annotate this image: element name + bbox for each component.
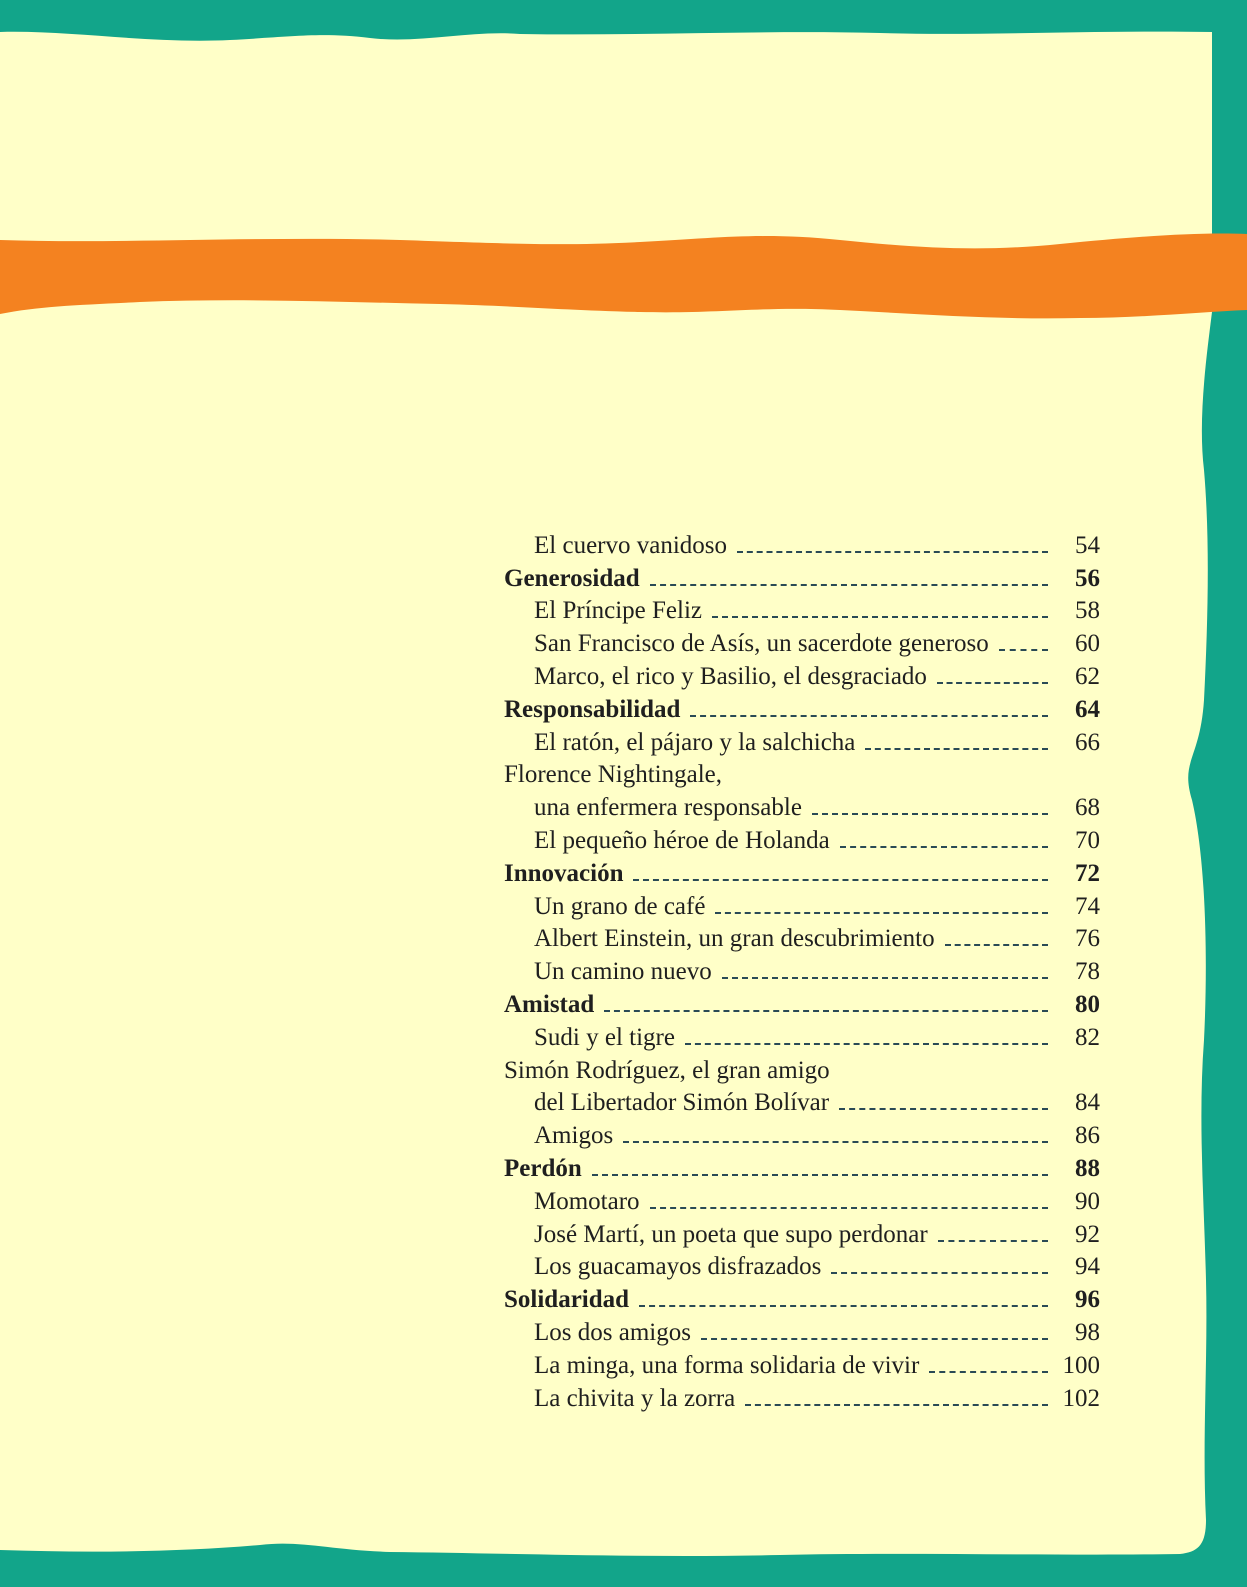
- toc-story-entry[interactable]: [504, 1250, 1100, 1283]
- toc-entry-page-number: 60: [1075, 630, 1100, 658]
- toc-story-entry[interactable]: [504, 1086, 1100, 1119]
- toc-story-entry[interactable]: [504, 1020, 1100, 1053]
- toc-entry-page-number: 84: [1075, 1089, 1100, 1117]
- dotted-leader: [650, 584, 1048, 586]
- toc-entry-title: El pequeño héroe de Holanda: [534, 826, 830, 854]
- toc-story-entry[interactable]: [504, 528, 1100, 561]
- dotted-leader: [840, 846, 1048, 848]
- dotted-leader: [722, 977, 1048, 979]
- dotted-leader: [715, 912, 1048, 914]
- table-of-contents: [504, 528, 1100, 1414]
- toc-story-entry[interactable]: [504, 889, 1100, 922]
- toc-entry-title: José Martí, un poeta que supo perdonar: [534, 1220, 928, 1248]
- dotted-leader: [865, 748, 1048, 750]
- toc-section-entry[interactable]: [504, 856, 1100, 889]
- dotted-leader: [592, 1174, 1048, 1176]
- toc-entry-title: Simón Rodríguez, el gran amigo: [504, 1056, 830, 1084]
- dotted-leader: [839, 1108, 1048, 1110]
- dotted-leader: [685, 1043, 1048, 1045]
- toc-entry-title: Amistad: [504, 990, 595, 1018]
- toc-entry-title: una enfermera responsable: [534, 794, 802, 822]
- toc-entry-page-number: 92: [1075, 1220, 1100, 1248]
- toc-entry-title: El cuervo vanidoso: [534, 531, 728, 559]
- toc-story-entry[interactable]: [504, 1381, 1100, 1414]
- dotted-leader: [737, 551, 1048, 553]
- toc-entry-page-number: 96: [1075, 1286, 1100, 1314]
- dotted-leader: [937, 682, 1048, 684]
- toc-story-entry[interactable]: [504, 823, 1100, 856]
- toc-story-entry[interactable]: [504, 1348, 1100, 1381]
- toc-section-entry[interactable]: [504, 1282, 1100, 1315]
- toc-story-entry[interactable]: [504, 594, 1100, 627]
- toc-story-entry[interactable]: [504, 790, 1100, 823]
- toc-entry-page-number: 78: [1075, 958, 1100, 986]
- toc-entry-title: Un grano de café: [534, 892, 706, 920]
- toc-entry-page-number: 56: [1075, 564, 1100, 592]
- dotted-leader: [938, 1240, 1048, 1242]
- dotted-leader: [929, 1371, 1048, 1373]
- toc-story-entry[interactable]: [504, 626, 1100, 659]
- toc-entry-page-number: 86: [1075, 1122, 1100, 1150]
- toc-entry-title: Los dos amigos: [534, 1318, 691, 1346]
- toc-entry-page-number: 90: [1075, 1187, 1100, 1215]
- dotted-leader: [999, 649, 1048, 651]
- toc-entry-title: del Libertador Simón Bolívar: [534, 1089, 830, 1117]
- toc-story-entry[interactable]: [504, 1118, 1100, 1151]
- toc-entry-page-number: 72: [1075, 859, 1100, 887]
- toc-entry-page-number: 102: [1062, 1384, 1100, 1412]
- toc-entry-page-number: 58: [1075, 597, 1100, 625]
- toc-entry-title: La chivita y la zorra: [534, 1384, 736, 1412]
- toc-entry-title: Amigos: [534, 1122, 614, 1150]
- dotted-leader: [712, 616, 1048, 618]
- toc-entry-title: Innovación: [504, 859, 624, 887]
- toc-entry-page-number: 62: [1075, 662, 1100, 690]
- toc-entry-page-number: 76: [1075, 925, 1100, 953]
- toc-entry-title: La minga, una forma solidaria de vivir: [534, 1351, 920, 1379]
- toc-entry-page-number: 80: [1075, 990, 1100, 1018]
- toc-entry-title: Responsabilidad: [504, 695, 681, 723]
- toc-entry-page-number: 98: [1075, 1318, 1100, 1346]
- toc-section-entry[interactable]: [504, 692, 1100, 725]
- toc-story-entry[interactable]: [504, 1053, 1100, 1086]
- dotted-leader: [701, 1338, 1048, 1340]
- toc-section-entry[interactable]: [504, 987, 1100, 1020]
- toc-entry-page-number: 64: [1075, 695, 1100, 723]
- toc-section-entry[interactable]: [504, 1151, 1100, 1184]
- toc-story-entry[interactable]: [504, 1217, 1100, 1250]
- dotted-leader: [604, 1010, 1048, 1012]
- toc-entry-page-number: 66: [1075, 728, 1100, 756]
- toc-entry-title: El Príncipe Feliz: [534, 597, 703, 625]
- toc-entry-title: San Francisco de Asís, un sacerdote generoso: [534, 630, 989, 658]
- dotted-leader: [650, 1207, 1048, 1209]
- dotted-leader: [812, 813, 1048, 815]
- toc-entry-title: Solidaridad: [504, 1286, 630, 1314]
- dotted-leader: [745, 1404, 1048, 1406]
- toc-story-entry[interactable]: [504, 1184, 1100, 1217]
- toc-story-entry[interactable]: [504, 725, 1100, 758]
- dotted-leader: [623, 1141, 1048, 1143]
- toc-entry-page-number: 54: [1075, 531, 1100, 559]
- toc-entry-page-number: 74: [1075, 892, 1100, 920]
- dotted-leader: [639, 1305, 1048, 1307]
- toc-entry-page-number: 68: [1075, 794, 1100, 822]
- toc-story-entry[interactable]: [504, 922, 1100, 955]
- toc-story-entry[interactable]: [504, 758, 1100, 791]
- toc-entry-title: Marco, el rico y Basilio, el desgraciado: [534, 662, 927, 690]
- toc-entry-title: Un camino nuevo: [534, 958, 712, 986]
- toc-entry-page-number: 70: [1075, 826, 1100, 854]
- dotted-leader: [633, 879, 1048, 881]
- toc-entry-title: Albert Einstein, un gran descubrimiento: [534, 925, 935, 953]
- toc-entry-title: Generosidad: [504, 564, 640, 592]
- toc-story-entry[interactable]: [504, 954, 1100, 987]
- toc-entry-title: Momotaro: [534, 1187, 640, 1215]
- toc-entry-page-number: 82: [1075, 1023, 1100, 1051]
- toc-story-entry[interactable]: [504, 659, 1100, 692]
- dotted-leader: [690, 715, 1048, 717]
- toc-entry-title: Los guacamayos disfrazados: [534, 1253, 822, 1281]
- dotted-leader: [945, 944, 1048, 946]
- toc-entry-title: El ratón, el pájaro y la salchicha: [534, 728, 856, 756]
- toc-entry-page-number: 88: [1075, 1154, 1100, 1182]
- toc-section-entry[interactable]: [504, 561, 1100, 594]
- toc-story-entry[interactable]: [504, 1315, 1100, 1348]
- dotted-leader: [831, 1272, 1048, 1274]
- toc-entry-title: Florence Nightingale,: [504, 761, 722, 789]
- toc-entry-page-number: 94: [1075, 1253, 1100, 1281]
- toc-entry-title: Sudi y el tigre: [534, 1023, 675, 1051]
- toc-entry-title: Perdón: [504, 1154, 582, 1182]
- toc-entry-page-number: 100: [1062, 1351, 1100, 1379]
